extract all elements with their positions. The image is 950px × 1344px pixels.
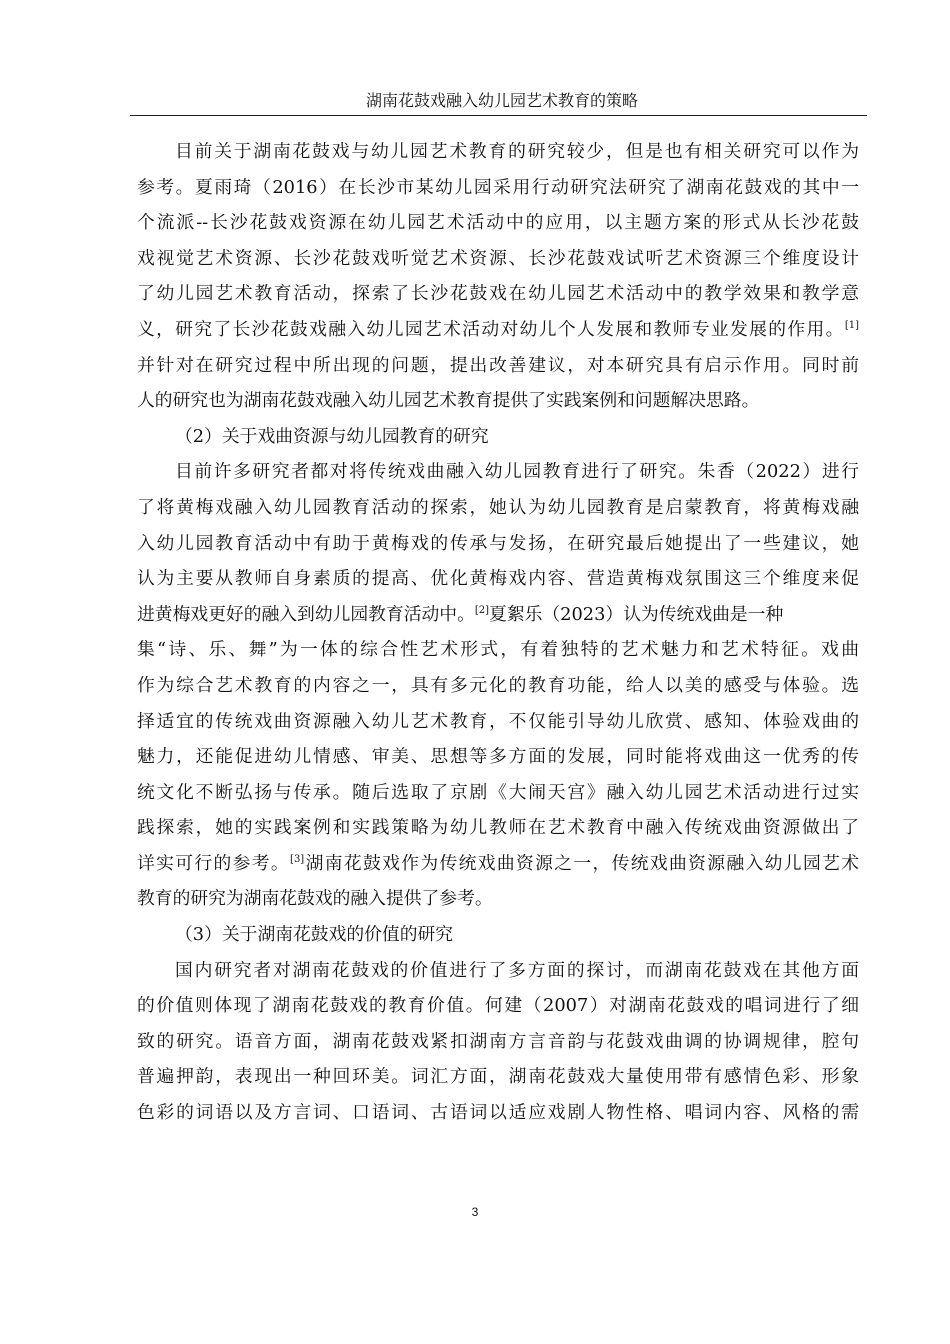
paragraph-line: 致的研究。语音方面，湖南花鼓戏紧扣湖南方言音韵与花鼓戏曲调的协调规律，腔句 bbox=[137, 1030, 859, 1052]
line-text: 夏絮乐（2023）认为传统戏曲是一种 bbox=[489, 603, 784, 625]
paragraph-line: 色彩的词语以及方言词、口语词、古语词以适应戏剧人物性格、唱词内容、风格的需 bbox=[137, 1102, 859, 1124]
paragraph-line: 国内研究者对湖南花鼓戏的价值进行了多方面的探讨，而湖南花鼓戏在其他方面 bbox=[175, 959, 859, 981]
paragraph-line: 入幼儿园教育活动中有助于黄梅戏的传承与发扬，在研究最后她提出了一些建议，她 bbox=[137, 532, 859, 554]
paragraph-line: 的价值则体现了湖南花鼓戏的教育价值。何建（2007）对湖南花鼓戏的唱词进行了细 bbox=[137, 995, 859, 1017]
paragraph-line: 统文化不断弘扬与传承。随后选取了京剧《大闹天宫》融入幼儿园艺术活动进行过实 bbox=[137, 781, 859, 803]
paragraph-line: 教育的研究为湖南花鼓戏的融入提供了参考。 bbox=[137, 888, 493, 910]
paragraph-line: 择适宜的传统戏曲资源融入幼儿艺术教育，不仅能引导幼儿欣赏、感知、体验戏曲的 bbox=[137, 710, 859, 732]
paragraph-line: 集“诗、乐、舞”为一体的综合性艺术形式，有着独特的艺术魅力和艺术特征。戏曲 bbox=[137, 639, 859, 661]
section-heading: （2）关于戏曲资源与幼儿园教育的研究 bbox=[175, 425, 489, 447]
paragraph-line: 认为主要从教师自身素质的提高、优化黄梅戏内容、营造黄梅戏氛围这三个维度来促 bbox=[137, 568, 859, 590]
paragraph-line: 践探索，她的实践案例和实践策略为幼儿教师在艺术教育中融入传统戏曲资源做出了 bbox=[137, 817, 859, 839]
paragraph-line bbox=[137, 846, 859, 882]
header-divider bbox=[130, 115, 867, 116]
paragraph-line: 目前许多研究者都对将传统戏曲融入幼儿园教育进行了研究。朱香（2022）进行 bbox=[175, 461, 859, 483]
page-number: 3 bbox=[471, 1205, 479, 1219]
paragraph-line: 普遍押韵，表现出一种回环美。词汇方面，湖南花鼓戏大量使用带有感情色彩、形象 bbox=[137, 1066, 859, 1088]
line-text: 进黄梅戏更好的融入到幼儿园教育活动中。 bbox=[137, 603, 475, 625]
line-text: 义，研究了长沙花鼓戏融入幼儿园艺术活动对幼儿个人发展和教师专业发展的作用。 bbox=[137, 318, 845, 340]
paragraph-line: 了将黄梅戏融入幼儿园教育活动的探索，她认为幼儿园教育是启蒙教育，将黄梅戏融 bbox=[137, 496, 859, 518]
running-header: 湖南花鼓戏融入幼儿园艺术教育的策略 bbox=[365, 91, 638, 110]
paragraph-line: 个流派--长沙花鼓戏资源在幼儿园艺术活动中的应用，以主题方案的形式从长沙花鼓 bbox=[137, 212, 859, 234]
body-text bbox=[137, 134, 859, 1131]
paragraph-line: 戏视觉艺术资源、长沙花鼓戏听觉艺术资源、长沙花鼓戏试听艺术资源三个维度设计 bbox=[137, 247, 859, 269]
section-heading: （3）关于湖南花鼓戏的价值的研究 bbox=[175, 924, 454, 946]
paragraph-line: 并针对在研究过程中所出现的问题，提出改善建议，对本研究具有启示作用。同时前 bbox=[137, 354, 859, 376]
paragraph-line: 了幼儿园艺术教育活动，探索了长沙花鼓戏在幼儿园艺术活动中的教学效果和教学意 bbox=[137, 283, 859, 305]
line-text: 湖南花鼓戏作为传统戏曲资源之一，传统戏曲资源融入幼儿园艺术 bbox=[304, 852, 859, 874]
paragraph-line: 目前关于湖南花鼓戏与幼儿园艺术教育的研究较少，但是也有相关研究可以作为 bbox=[175, 141, 859, 162]
citation-marker: [2] bbox=[474, 604, 490, 616]
paragraph-line: 人的研究也为湖南花鼓戏融入幼儿园艺术教育提供了实践案例和问题解决思路。 bbox=[137, 390, 760, 412]
paragraph-line: 作为综合艺术教育的内容之一，具有多元化的教育功能，给人以美的感受与体验。选 bbox=[137, 674, 859, 696]
paragraph-line: 参考。夏雨琦（2016）在长沙市某幼儿园采用行动研究法研究了湖南花鼓戏的其中一 bbox=[137, 176, 859, 198]
citation-marker: [1] bbox=[844, 319, 859, 331]
paragraph-line bbox=[137, 597, 859, 633]
citation-marker: [3] bbox=[290, 853, 305, 865]
paragraph-line: 魅力，还能促进幼儿情感、审美、思想等多方面的发展，同时能将戏曲这一优秀的传 bbox=[137, 746, 859, 768]
line-text: 详实可行的参考。 bbox=[137, 852, 291, 874]
paragraph-line bbox=[137, 312, 859, 348]
